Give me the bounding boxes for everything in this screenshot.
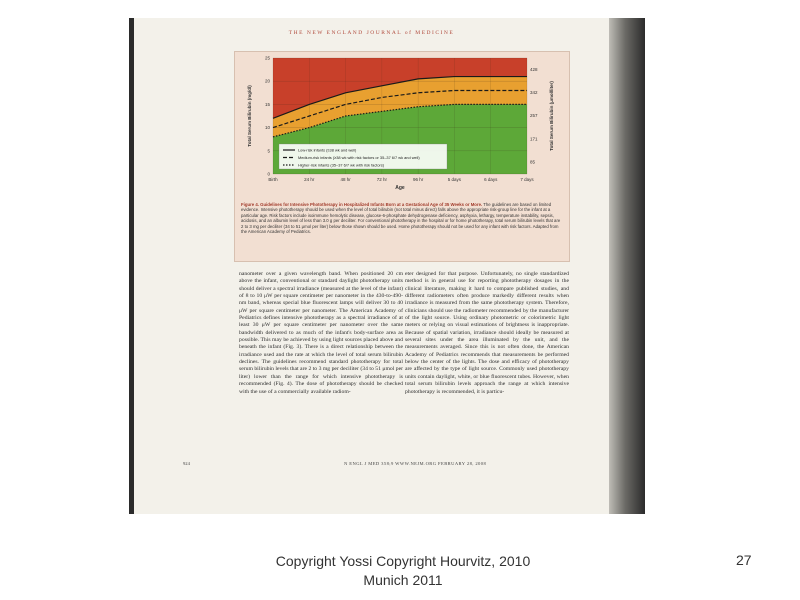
y-right-tick-label: 428 xyxy=(530,66,538,72)
x-tick-label: 48 hr xyxy=(340,177,351,182)
y-tick-label: 20 xyxy=(264,78,270,84)
y-tick-label: 15 xyxy=(264,101,270,107)
y-tick-label: 10 xyxy=(264,125,270,131)
figure-caption xyxy=(241,202,563,234)
journal-header: THE NEW ENGLAND JOURNAL of MEDICINE xyxy=(288,30,455,36)
y-right-tick-label: 342 xyxy=(530,89,538,95)
body-text-left-column: nanometer over a given wavelength band. When positioned 20 cm above the infant, conventional or standard daylight phototherapy units should deliver a spectral irradiance (measured at the level of the infant) of 8 to 10 μW per square centimeter per nanometer in the 430-to-490-nm band, whereas special blue fluorescent lamps will deliver 30 to 40 μW per square centimeter per nanometer. The American Academy of Pediatrics defines intensive phototherapy as a spectral irradiance of at least 30 μW per square centimeter per nanometer over the same bandwidth delivered to as much of the infant's body-surface area as possible. This may be achieved by using light sources placed above and beneath the infant (Fig. 3). There is a direct relationship between the irradiance used and the rate at which the level of total serum bilirubin declines. The guidelines recommend standard phototherapy for total serum bilirubin levels that are 2 to 3 mg per deciliter (34 to 51 μmol per liter) lower than the range for which intensive phototherapy is recommended (Fig. 4). The dose of phototherapy should be checked with the use of a commercially available radiom- xyxy=(239,271,403,395)
y-right-tick-label: 85 xyxy=(530,159,536,165)
body-text-right-column: eter designed for that purpose. Unfortunately, no single standardized method is in general use for reporting phototherapy dosages in the clinical literature, making it hard to compare published studies, and different radiometers often produce markedly different results when irradiance is measured from the same phototherapy system. Therefore, clinicians should use the radiometer recommended by the manufacturer of the light source. Using ordinary photometric or colorimetric light meters or relying on visual estimations of brightness is inappropriate. Because of spatial variation, irradiance should ideally be measured at several sites under the area illuminated by the unit, and the measurements averaged. Since this is not often done, the American Academy of Pediatrics recommends that measurements be performed below the center of the lights. The dose and efficacy of phototherapy are affected by the type of light source. Commonly used phototherapy units contain daylight, white, or blue fluorescent tubes. However, when total serum bilirubin levels approach the range at which intensive phototherapy is recommended, it is particu- xyxy=(405,271,569,395)
figure-caption-title: Figure 4. Guidelines for Intensive Phototherapy in Hospitalized Infants Born at a Gestational Age of 35 Weeks or More. xyxy=(241,202,483,207)
legend-entry: Higher-risk infants (35–37 6/7 wk with risk factors) xyxy=(298,162,385,168)
x-tick-label: 24 hr xyxy=(304,177,315,182)
scan-binding-shadow xyxy=(609,18,645,514)
journal-citation: N ENGL J MED 358;9 WWW.NEJM.ORG FEBRUARY 28, 2008 xyxy=(344,461,487,466)
scanned-page-image xyxy=(129,18,645,514)
journal-page xyxy=(134,18,609,514)
figure-caption-body: The guidelines are based on limited evidence. Intensive phototherapy should be used when the level of total bilirubin (not total minus direct) falls above the appropriate risk-group line for the infant at a particular age. Risk factors include isoimmune hemolytic disease, glucose-6-phosphate dehydrogenase deficiency, asphyxia, lethargy, temperature instability, sepsis, acidosis, and an albumin level of less than 3.0 g per deciliter. For conventional phototherapy in the hospital or for home phototherapy, total serum bilirubin levels that are 2 to 3 mg per deciliter (34 to 51 μmol per liter) below those shown should be used. Home phototherapy should not be used for any infant with risk factors. Adapted from the American Academy of Pediatrics. xyxy=(241,202,561,235)
x-tick-label: 7 days xyxy=(520,177,534,182)
y-tick-label: 0 xyxy=(267,171,270,177)
x-tick-label: 96 hr xyxy=(413,177,424,182)
page-number: 924 xyxy=(183,461,190,466)
footer-copyright: Copyright Yossi Copyright Hourvitz, 2010 Munich 2011 xyxy=(275,553,531,588)
legend-entry: Medium-risk infants (≥38 wk with risk factors or 35–37 6/7 wk and well) xyxy=(298,155,420,160)
x-tick-label: 72 hr xyxy=(376,177,387,182)
x-tick-label: Birth xyxy=(268,177,278,182)
x-tick-label: 6 days xyxy=(484,177,498,182)
x-axis-label: Age xyxy=(395,185,405,191)
figure-box xyxy=(234,51,570,262)
phototherapy-chart xyxy=(235,52,569,202)
legend-entry: Low-risk infants (≥38 wk and well) xyxy=(298,147,357,153)
y-right-tick-label: 171 xyxy=(530,136,538,142)
y-right-tick-label: 257 xyxy=(530,113,538,119)
slide-number: 27 xyxy=(736,552,752,568)
y-axis-label: Total Serum Bilirubin (mg/dl) xyxy=(247,85,252,147)
x-tick-label: 5 days xyxy=(447,177,462,182)
y-tick-label: 25 xyxy=(264,55,270,61)
y-tick-label: 5 xyxy=(267,148,270,154)
y-axis-label-right: Total Serum Bilirubin (μmol/liter) xyxy=(549,81,554,151)
